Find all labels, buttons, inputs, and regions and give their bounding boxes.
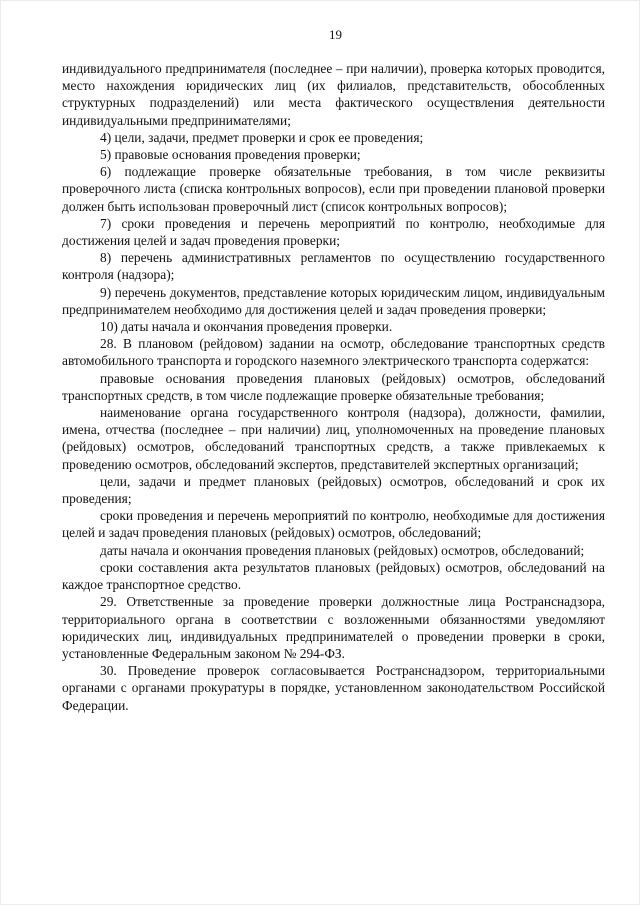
document-body	[62, 60, 605, 714]
paragraph: 9) перечень документов, представление которых юридическим лицом, индивидуальным предпринимателем необходимо для достижения целей и задач проведения проверки;	[62, 284, 605, 317]
paragraph: цели, задачи и предмет плановых (рейдовых) осмотров, обследований и срок их проведения;	[62, 473, 605, 507]
paragraph: 5) правовые основания проведения проверки;	[100, 147, 361, 163]
paragraph: 10) даты начала и окончания проведения проверки.	[100, 319, 393, 335]
paragraph: 4) цели, задачи, предмет проверки и срок ее проведения;	[100, 129, 424, 145]
paragraph: индивидуального предпринимателя (последнее – при наличии), проверка которых проводится, место нахождения юридических лиц (их филиалов, представительств, обособленных структурных подразделений) или места фактического осуществления деятельности индивидуальными предпринимателями;	[62, 61, 605, 128]
paragraph: 6) подлежащие проверке обязательные требования, в том числе реквизиты проверочного листа (списка контрольных вопросов), если при проведении плановой проверки должен быть использован проверочный лист (список контрольных вопросов);	[62, 164, 605, 214]
paragraph: сроки проведения и перечень мероприятий по контролю, необходимые для достижения целей и задач проведения плановых (рейдовых) осмотров, обследований;	[62, 508, 605, 541]
paragraph: правовые основания проведения плановых (рейдовых) осмотров, обследований транспортных средств, в том числе подлежащие проверке обязательные требования;	[62, 370, 605, 403]
paragraph: даты начала и окончания проведения плановых (рейдовых) осмотров, обследований;	[100, 542, 585, 558]
paragraph: 30. Проведение проверок согласовывается Ространснадзором, территориальными органами с органами прокуратуры в порядке, установленном законодательством Российской Федерации.	[62, 663, 605, 713]
paragraph: 28. В плановом (рейдовом) задании на осмотр, обследование транспортных средств автомобильного транспорта и городского наземного электрического транспорта содержатся:	[62, 336, 605, 369]
paragraph: 8) перечень административных регламентов по осуществлению государственного контроля (надзора);	[62, 250, 605, 283]
paragraph: 29. Ответственные за проведение проверки должностные лица Ространснадзора, территориального органа в соответствии с возложенными обязанностями уведомляют юридических лиц, индивидуальных предпринимателей о проведении проверки в сроки, установленные Федеральным законом № 294-ФЗ.	[62, 594, 605, 661]
paragraph: 7) сроки проведения и перечень мероприятий по контролю, необходимые для достижения целей и задач проведения проверки;	[62, 215, 605, 249]
page-number: 19	[329, 27, 342, 42]
paragraph: сроки составления акта результатов плановых (рейдовых) осмотров, обследований на каждое транспортное средство.	[62, 559, 605, 593]
paragraph: наименование органа государственного контроля (надзора), должности, фамилии, имена, отчества (последнее – при наличии) лиц, уполномоченных на проведение плановых (рейдовых) осмотров, обследований транспортных средств, а также привлекаемых к проведению осмотров, обследований экспертов, представителей экспертных организаций;	[62, 405, 605, 472]
